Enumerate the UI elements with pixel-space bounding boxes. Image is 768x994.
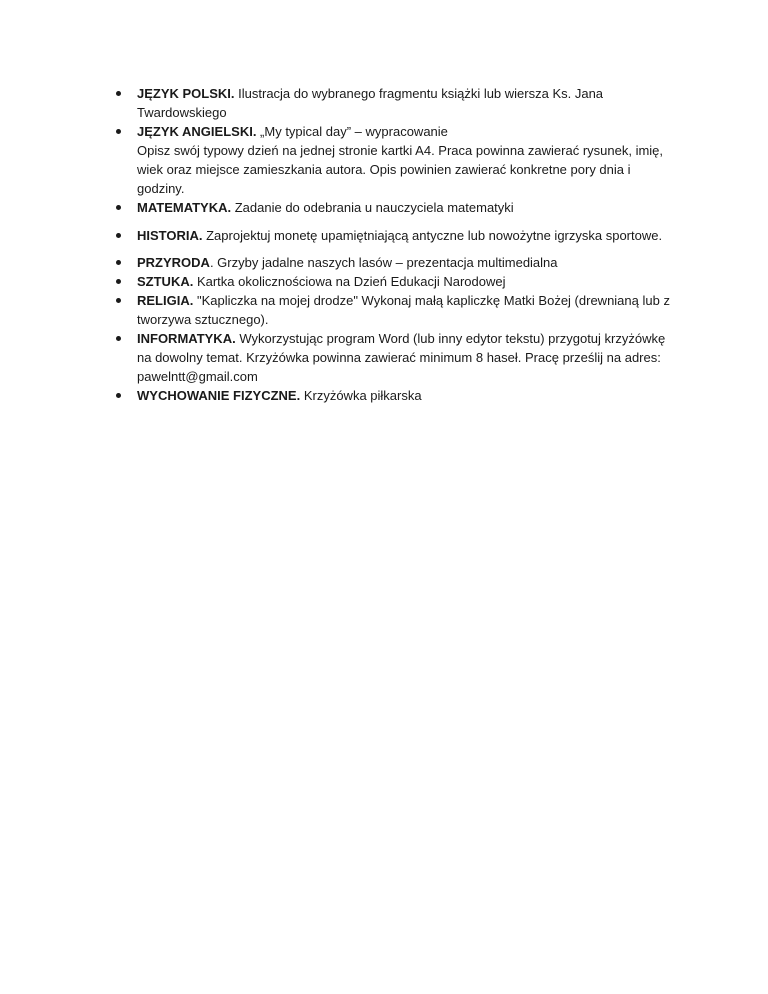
list-item — [0, 122, 677, 198]
assignment-text: Kartka okolicznościowa na Dzień Edukacji Narodowej — [193, 274, 506, 289]
list-item — [0, 198, 677, 217]
bullet-icon — [116, 260, 121, 265]
subject-label: WYCHOWANIE FIZYCZNE. — [137, 388, 301, 403]
assignment-text: Zaprojektuj monetę upamiętniającą antyczne lub nowożytne igrzyska sportowe. — [202, 228, 663, 243]
bullet-icon — [116, 336, 121, 341]
bullet-icon — [116, 205, 121, 210]
assignment-list — [0, 84, 768, 405]
subject-label: PRZYRODA — [137, 255, 210, 270]
list-item — [0, 84, 677, 122]
list-item — [0, 386, 677, 405]
list-item — [0, 329, 677, 386]
assignment-text: Krzyżówka piłkarska — [300, 388, 422, 403]
assignment-text: Ilustracja do wybranego fragmentu książki lub wiersza Ks. Jana Twardowskiego — [137, 86, 604, 120]
list-item — [0, 272, 677, 291]
list-item — [0, 291, 677, 329]
assignment-text: „My typical day” – wypracowanie — [256, 124, 448, 139]
bullet-icon — [116, 129, 121, 134]
bullet-icon — [116, 279, 121, 284]
subject-label: RELIGIA. — [137, 293, 194, 308]
assignment-text: Wykorzystując program Word (lub inny edytor tekstu) przygotuj krzyżówkę na dowolny temat. Krzyżówka powinna zawierać minimum 8 haseł. Pracę prześlij na adres: pawelntt@gmail.com — [137, 331, 666, 384]
assignment-text: "Kapliczka na mojej drodze" Wykonaj małą kapliczkę Matki Bożej (drewnianą lub z tworzywa sztucznego). — [137, 293, 670, 327]
subject-label: HISTORIA. — [137, 228, 203, 243]
bullet-icon — [116, 233, 121, 238]
subject-label: MATEMATYKA. — [137, 200, 232, 215]
subject-label: JĘZYK ANGIELSKI. — [137, 124, 257, 139]
list-item — [0, 226, 697, 245]
subject-label: JĘZYK POLSKI. — [137, 86, 235, 101]
list-item — [0, 253, 677, 272]
bullet-icon — [116, 298, 121, 303]
bullet-icon — [116, 91, 121, 96]
assignment-text: . Grzyby jadalne naszych lasów – prezentacja multimedialna — [209, 255, 558, 270]
assignment-text: Zadanie do odebrania u nauczyciela matematyki — [231, 200, 514, 215]
bullet-icon — [116, 393, 121, 398]
assignment-description: Opisz swój typowy dzień na jednej stronie kartki A4. Praca powinna zawierać rysunek, imię, wiek oraz miejsce zamieszkania autora. Opis powinien zawierać konkretne pory dnia i godziny. — [137, 143, 664, 196]
subject-label: SZTUKA. — [137, 274, 194, 289]
subject-label: INFORMATYKA. — [137, 331, 236, 346]
